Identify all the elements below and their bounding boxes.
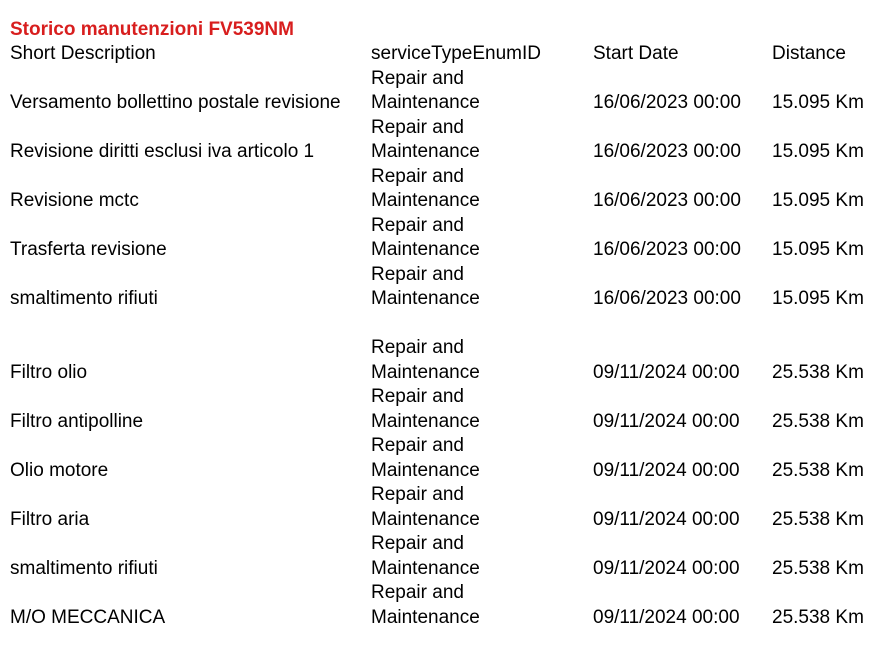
cell-service-type-line: Maintenance [371,557,480,579]
column-header-short-description: Short Description [10,43,156,64]
cell-distance: 15.095 Km [772,288,864,309]
cell-short-description: Filtro aria [10,508,90,530]
table-row [10,263,885,312]
cell-distance: 25.538 Km [772,361,864,383]
cell-service-type [371,67,571,116]
cell-service-type-line: Repair and [371,67,464,89]
cell-short-description: Revisione mctc [10,190,139,211]
cell-start-date: 09/11/2024 00:00 [593,557,740,579]
cell-start-date: 09/11/2024 00:00 [593,508,740,530]
cell-service-type-line: Maintenance [371,92,480,113]
cell-distance: 25.538 Km [772,508,864,530]
cell-service-type-line: Maintenance [371,606,480,628]
cell-distance: 25.538 Km [772,606,864,628]
cell-distance: 15.095 Km [772,92,864,113]
cell-service-type-line: Repair and [371,435,464,456]
table-row [10,532,885,581]
cell-short-description: smaltimento rifiuti [10,288,158,309]
cell-start-date: 09/11/2024 00:00 [593,410,740,432]
cell-start-date: 16/06/2023 00:00 [593,190,741,211]
cell-service-type [371,263,571,312]
table-row [10,214,885,263]
cell-start-date: 09/11/2024 00:00 [593,361,740,383]
cell-start-date: 16/06/2023 00:00 [593,92,741,113]
table-header-row [10,42,885,67]
cell-distance: 25.538 Km [772,410,864,432]
cell-service-type-line: Maintenance [371,141,480,162]
cell-service-type-line: Repair and [371,484,464,505]
cell-short-description: Versamento bollettino postale revisione [10,92,341,113]
maintenance-table [10,42,885,630]
table-body [10,67,885,631]
table-row [10,116,885,165]
cell-service-type-line: Repair and [371,165,464,187]
cell-short-description: Revisione diritti esclusi iva articolo 1 [10,141,315,162]
cell-short-description: M/O MECCANICA [10,606,166,628]
cell-service-type-line: Repair and [371,263,464,285]
cell-service-type [371,165,571,214]
cell-distance: 15.095 Km [772,141,864,162]
cell-start-date: 09/11/2024 00:00 [593,459,740,481]
cell-start-date: 16/06/2023 00:00 [593,288,741,309]
cell-distance: 15.095 Km [772,190,864,211]
cell-service-type-line: Repair and [371,214,464,236]
table-row [10,67,885,116]
cell-service-type [371,434,571,483]
cell-service-type-line: Repair and [371,116,464,138]
cell-service-type-line: Maintenance [371,361,480,383]
cell-service-type-line: Maintenance [371,190,480,211]
cell-distance: 15.095 Km [772,239,864,260]
column-header-service-type: serviceTypeEnumID [371,43,542,64]
cell-service-type [371,336,571,385]
cell-service-type [371,214,571,263]
cell-start-date: 16/06/2023 00:00 [593,239,741,260]
cell-service-type-line: Repair and [371,533,464,554]
table-row [10,165,885,214]
table-row [10,385,885,434]
cell-start-date: 16/06/2023 00:00 [593,141,741,162]
cell-distance: 25.538 Km [772,557,864,579]
cell-short-description: smaltimento rifiuti [10,557,158,579]
cell-service-type-line: Maintenance [371,508,480,530]
cell-service-type-line: Maintenance [371,410,480,432]
table-row [10,336,885,385]
cell-start-date: 09/11/2024 00:00 [593,606,740,628]
cell-service-type-line: Maintenance [371,459,480,481]
cell-service-type-line: Repair and [371,337,464,358]
cell-service-type-line: Maintenance [371,239,480,260]
document-title: Storico manutenzioni FV539NM [10,19,294,40]
table-row [10,483,885,532]
cell-service-type [371,483,571,532]
table-row [10,581,885,630]
cell-short-description: Olio motore [10,459,109,481]
cell-service-type [371,581,571,630]
column-header-distance: Distance [772,43,846,64]
cell-service-type [371,532,571,581]
cell-short-description: Filtro antipolline [10,410,144,432]
column-header-start-date: Start Date [593,43,679,64]
cell-service-type-line: Repair and [371,386,464,407]
table-row [10,434,885,483]
cell-service-type [371,385,571,434]
cell-service-type-line: Repair and [371,582,464,603]
cell-service-type [371,116,571,165]
cell-service-type-line: Maintenance [371,288,480,309]
cell-distance: 25.538 Km [772,459,864,481]
cell-short-description: Filtro olio [10,361,88,383]
group-spacer [10,312,885,337]
cell-short-description: Trasferta revisione [10,239,167,260]
